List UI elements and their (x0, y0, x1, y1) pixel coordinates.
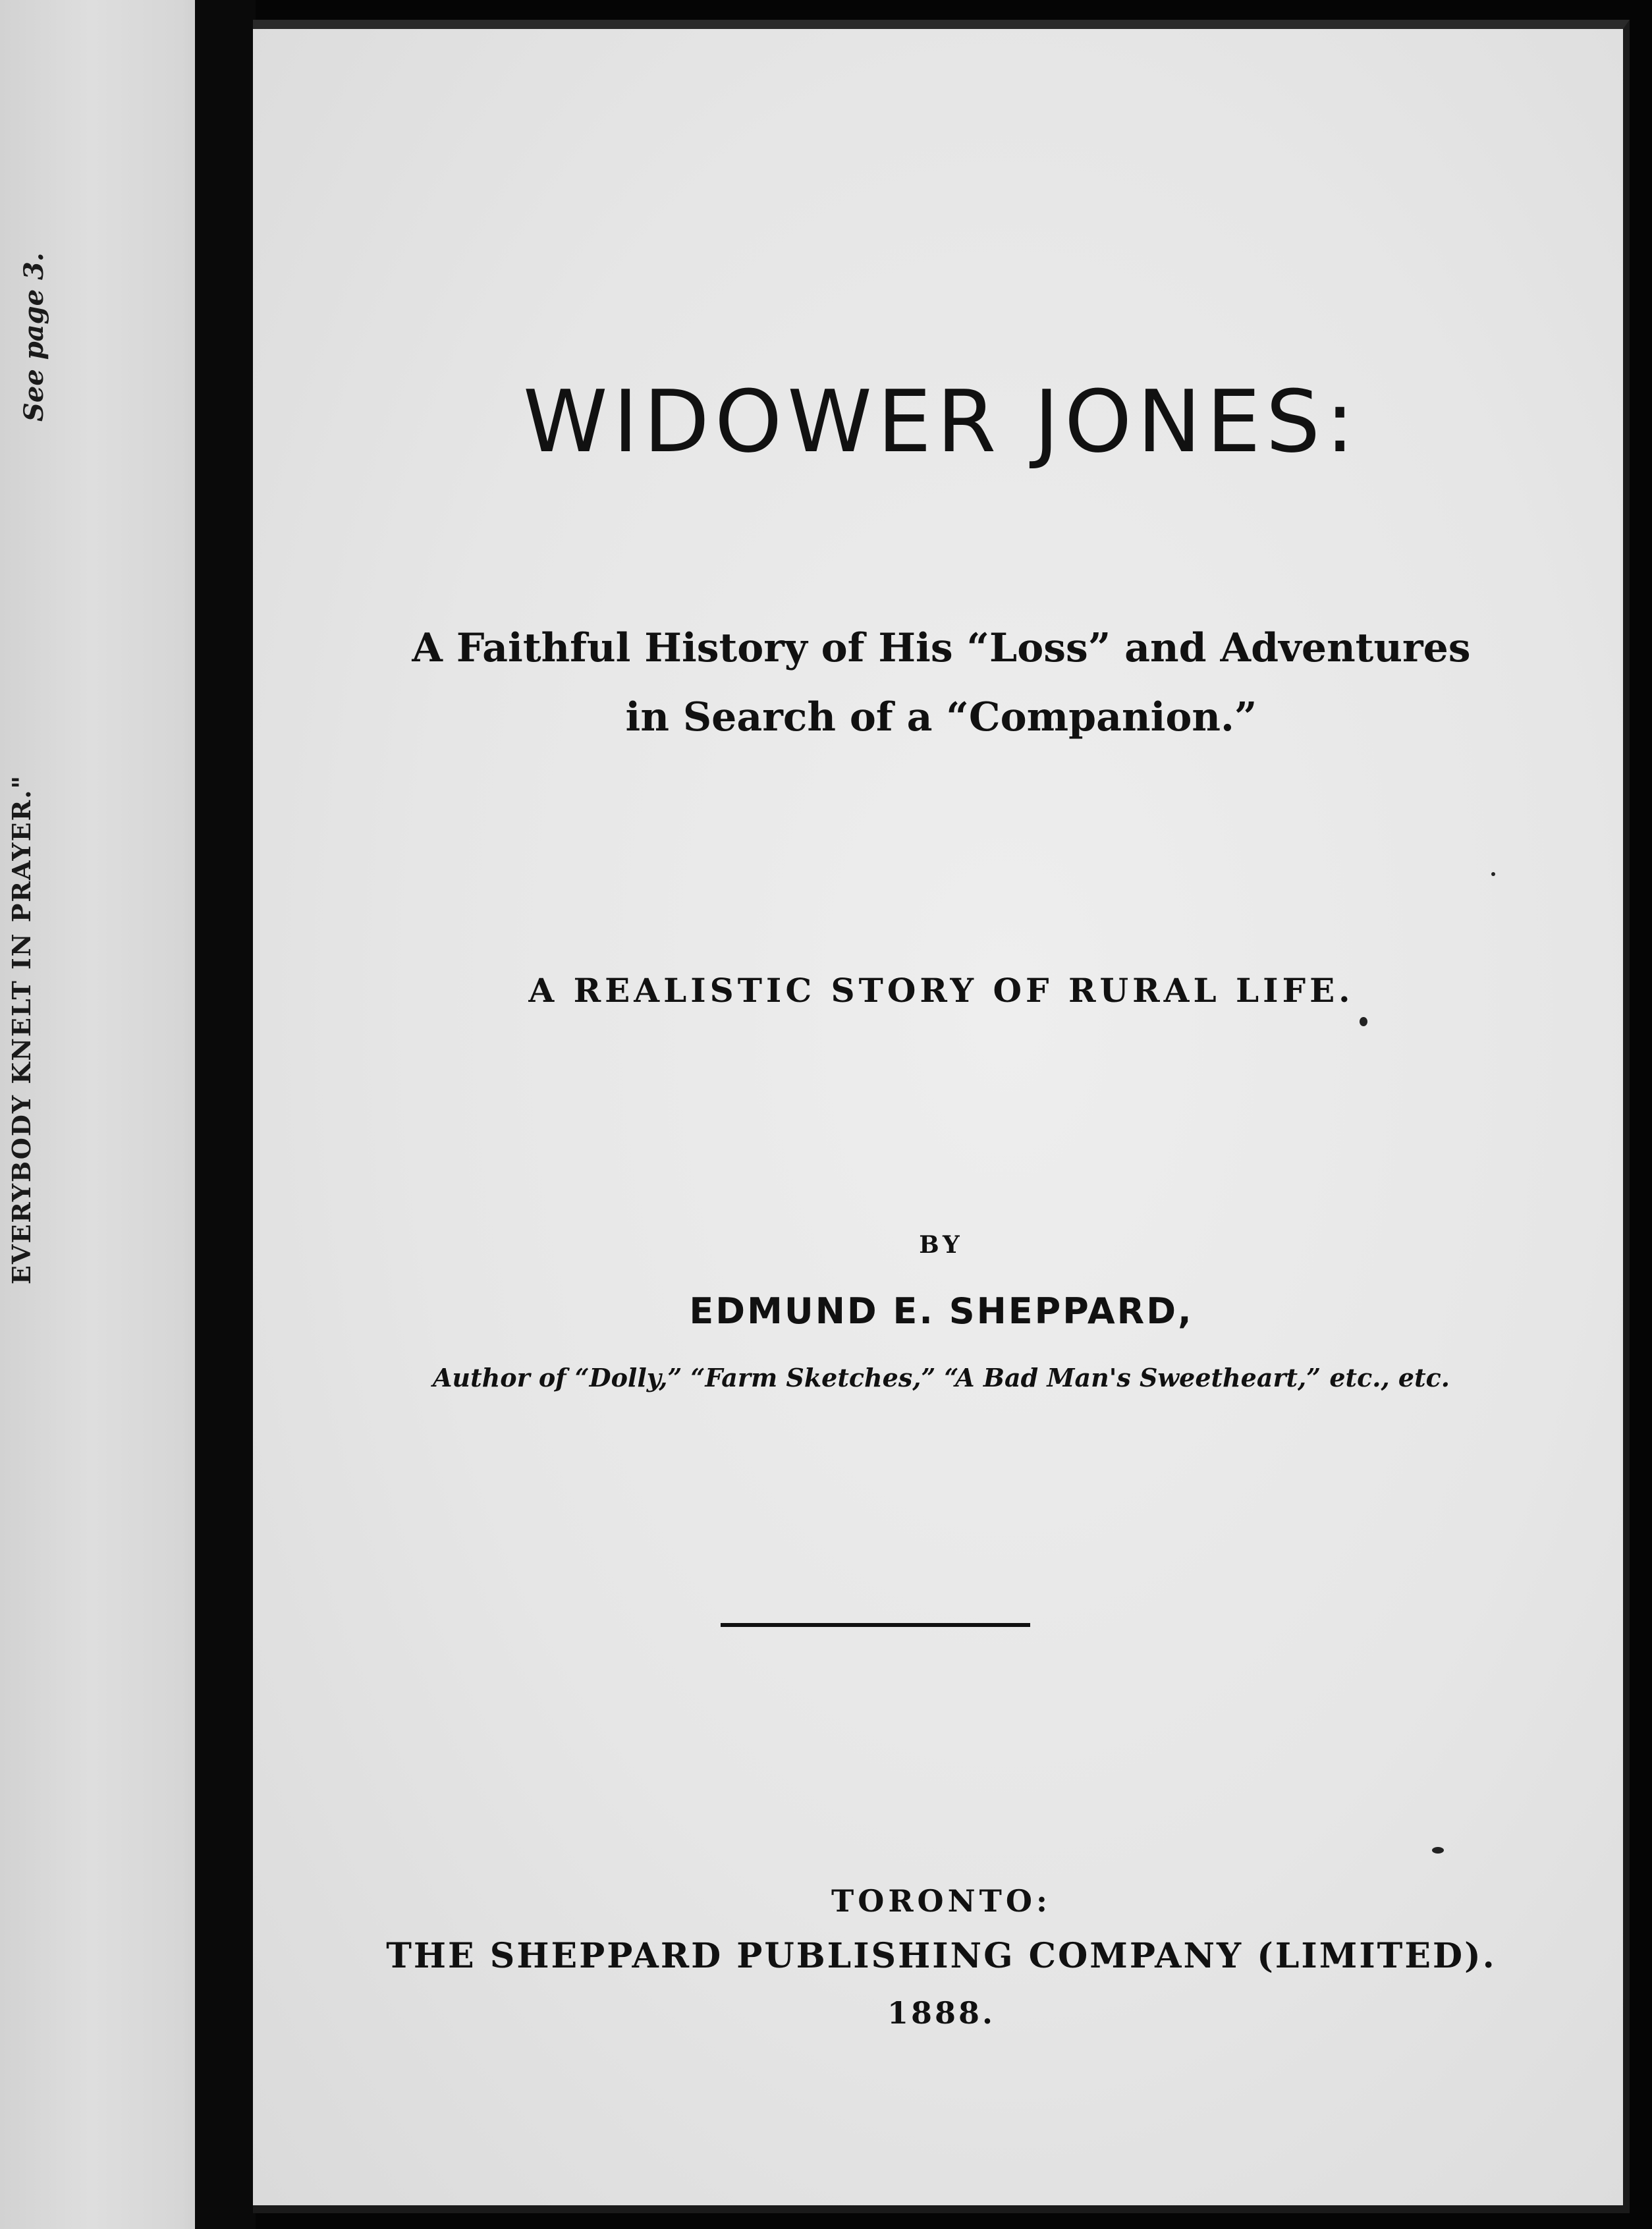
facing-page (0, 0, 227, 2229)
tagline: A REALISTIC STORY OF RURAL LIFE. (528, 971, 1354, 1010)
publication-year: 1888. (887, 1995, 996, 2031)
other-works: Author of “Dolly,” “Farm Sketches,” “A Bad Man's Sweetheart,” etc., etc. (432, 1363, 1450, 1392)
publisher: THE SHEPPARD PUBLISHING COMPANY (LIMITED). (386, 1936, 1497, 1976)
ink-speck (1432, 1847, 1444, 1854)
book-spine-gutter (195, 0, 256, 2229)
subtitle-line-2: in Search of a “Companion.” (625, 694, 1257, 740)
author-name: EDMUND E. SHEPPARD, (689, 1290, 1194, 1332)
title-page (253, 20, 1630, 2213)
illustration-caption: EVERYBODY KNELT IN PRAYER." (7, 774, 36, 1284)
ink-speck (1491, 872, 1495, 876)
divider-rule (721, 1623, 1030, 1627)
ink-speck (1360, 1017, 1367, 1026)
book-title: WIDOWER JONES: (522, 372, 1360, 472)
subtitle-line-1: A Faithful History of His “Loss” and Adventures (412, 625, 1471, 671)
margin-note: See page 3. (18, 252, 49, 422)
publication-place: TORONTO: (831, 1883, 1051, 1919)
by-label: BY (919, 1231, 964, 1259)
